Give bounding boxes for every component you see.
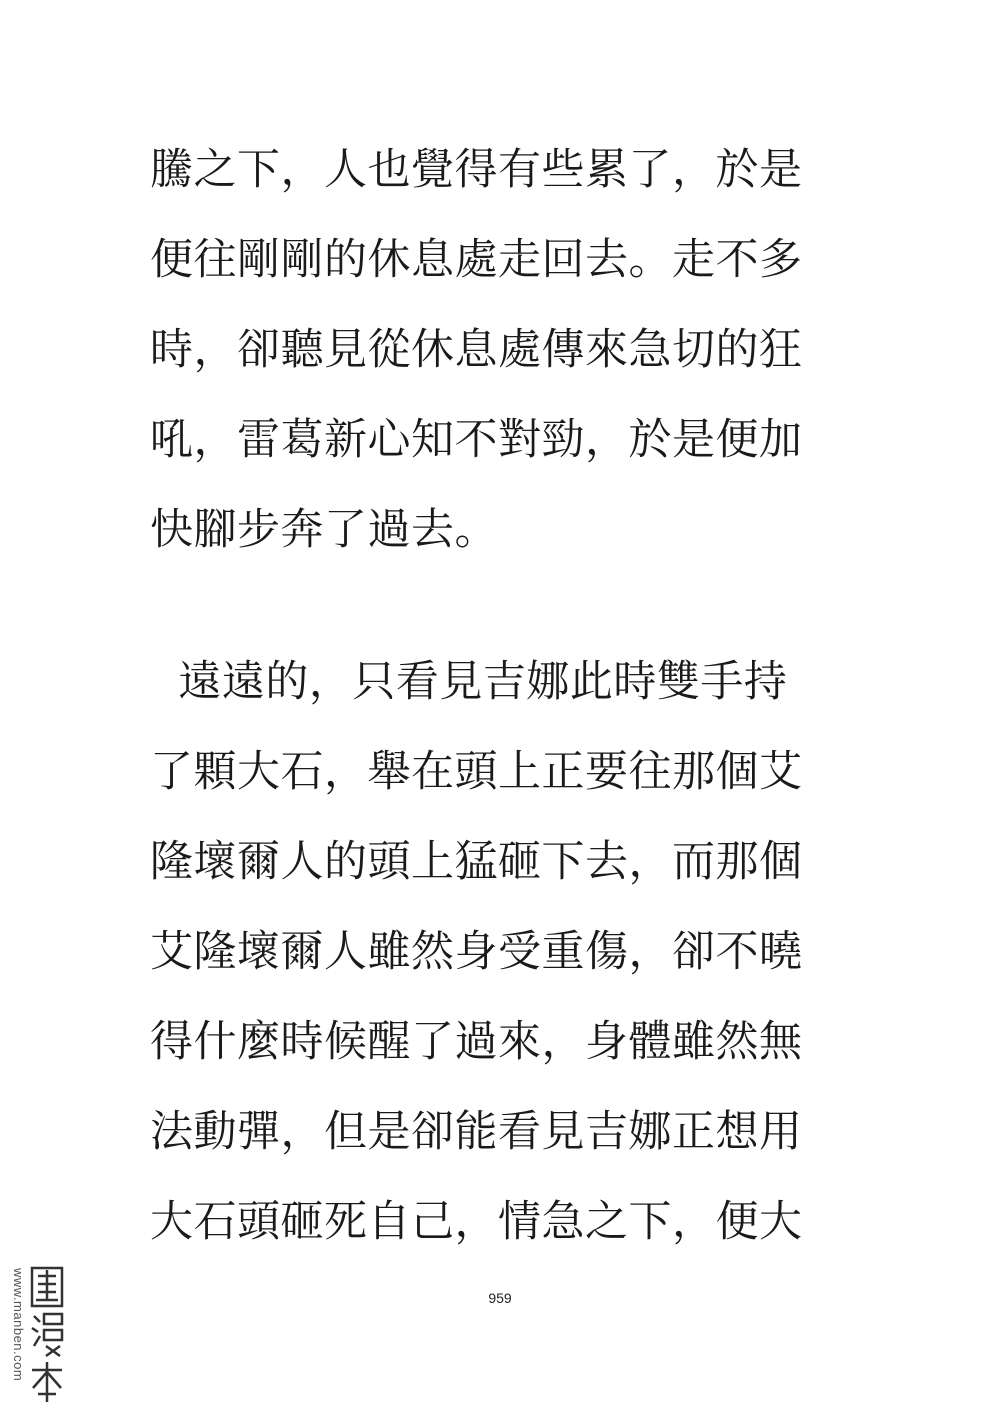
text-line: 法動彈，但是卻能看見吉娜正想用 [150, 1107, 803, 1157]
text-line: 快腳步奔了過去。 [150, 505, 498, 555]
text-line: 便往剛剛的休息處走回去。走不多 [150, 235, 803, 285]
watermark-url: www.manben.com [11, 1268, 26, 1382]
text-line: 艾隆壞爾人雖然身受重傷，卻不曉 [150, 927, 803, 977]
text-line: 遠遠的，只看見吉娜此時雙手持 [150, 657, 788, 707]
manben-logo-icon [8, 1262, 70, 1407]
text-line: 騰之下，人也覺得有些累了，於是 [150, 145, 803, 195]
text-line: 吼，雷葛新心知不對勁，於是便加 [150, 415, 803, 465]
page-number: 959 [488, 1290, 512, 1306]
text-line: 了顆大石，舉在頭上正要往那個艾 [150, 747, 803, 797]
text-line: 大石頭砸死自己，情急之下，便大 [150, 1197, 803, 1247]
text-line: 隆壞爾人的頭上猛砸下去，而那個 [150, 837, 803, 887]
text-line: 得什麼時候醒了過來，身體雖然無 [150, 1017, 803, 1067]
text-line: 時，卻聽見從休息處傳來急切的狂 [150, 325, 803, 375]
